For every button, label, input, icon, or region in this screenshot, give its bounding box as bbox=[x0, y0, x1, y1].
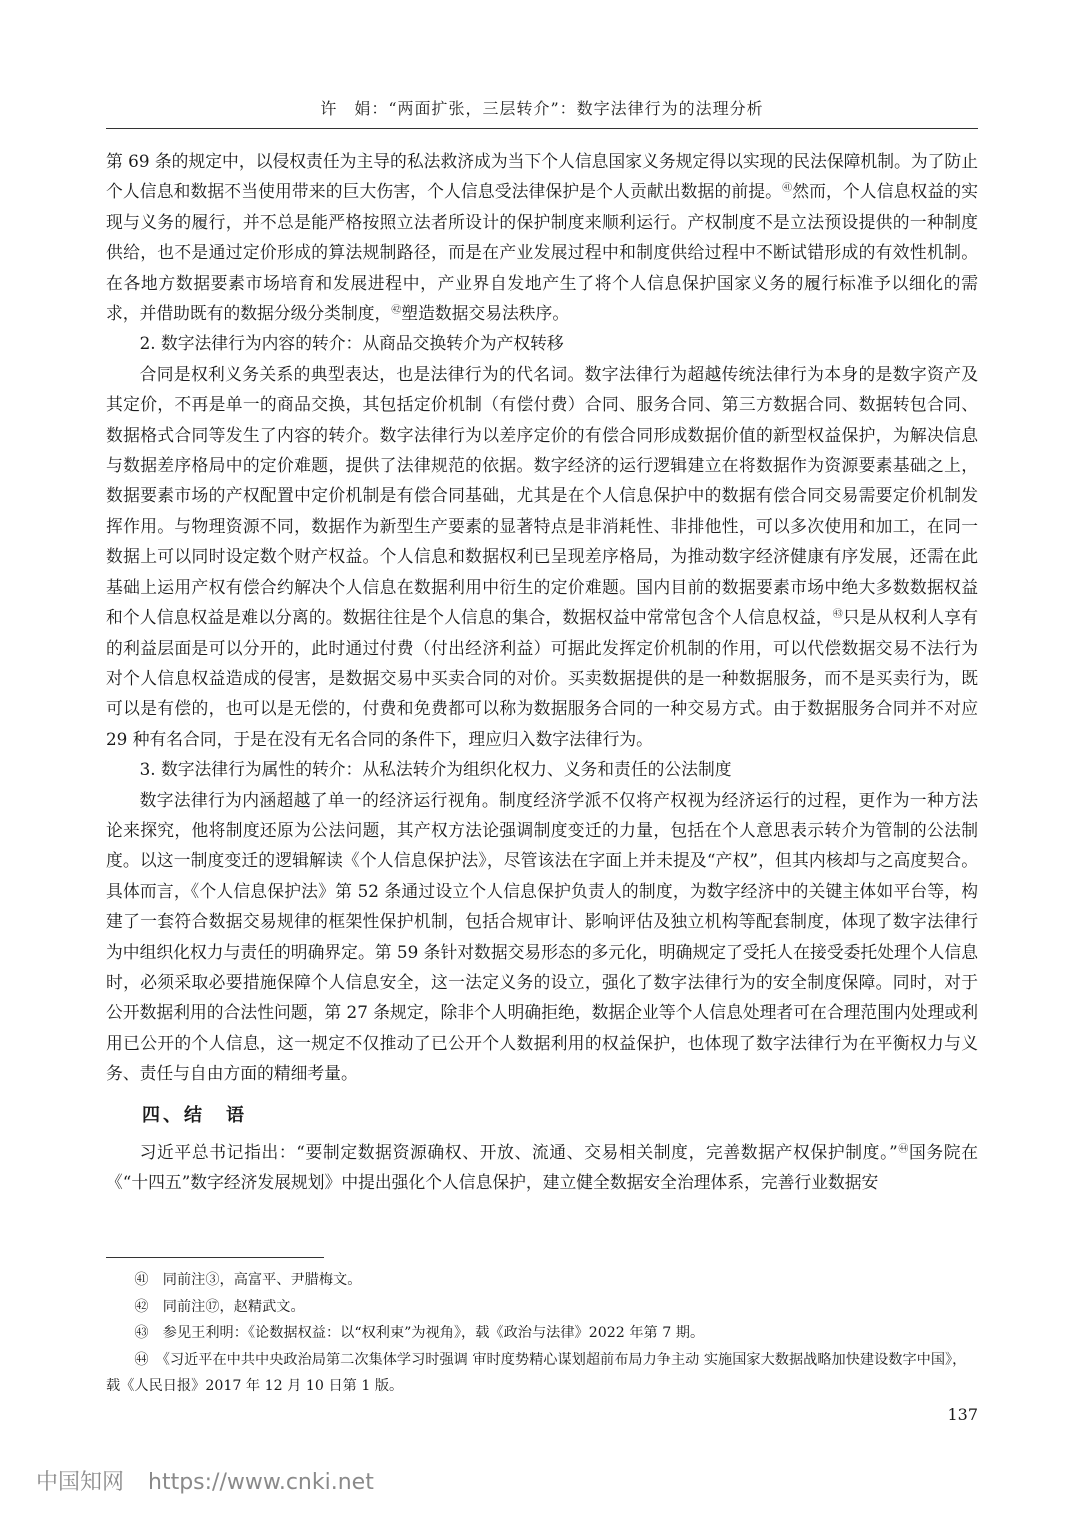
paragraph bbox=[106, 785, 978, 1089]
footnote-text: 参见王利明：《论数据权益：以“权利束”为视角》，载《政治与法律》2022 年第 7 期。 bbox=[162, 1325, 705, 1341]
article-body bbox=[106, 146, 978, 1197]
watermark-brand: 中国知网 bbox=[36, 1470, 125, 1495]
running-header: 许 娟：“两面扩张，三层转介”：数字法律行为的法理分析 bbox=[320, 99, 764, 118]
paragraph-text: 然而，个人信息权益的实现与义务的履行，并不总是能严格按照立法者所设计的保护制度来顺利运行。产权制度不是立法预设提供的一种制度供给，也不是通过定价形成的算法规制路径，而是在产业发展过程中和制度供给过程中不断试错形成的有效性机制。在各地方数据要素市场培育和发展进程中，产业界自发地产生了将个人信息保护国家义务的履行标准予以细化的需求，并借助既有的数据分级分类制度， bbox=[106, 181, 978, 324]
footnote-41 bbox=[106, 1267, 978, 1294]
footnote-43 bbox=[106, 1320, 978, 1347]
footnote-44 bbox=[106, 1347, 978, 1400]
footnote-mark: ㊶ bbox=[134, 1272, 149, 1288]
paragraph bbox=[106, 1137, 978, 1198]
paragraph bbox=[106, 359, 978, 754]
header-rule bbox=[106, 128, 978, 129]
paragraph-text: 只是从权利人享有的利益层面是可以分开的，此时通过付费（付出经济利益）可据此发挥定价机制的作用，可以代偿数据交易不法行为对个人信息权益造成的侵害，是数据交易中买卖合同的对价。买卖数据提供的是一种数据服务，而不是买卖行为，既可以是有偿的，也可以是无偿的，付费和免费都可以称为数据服务合同的一种交易方式。由于数据服务合同并不对应 29 种有名合同，于是在没有无名合同的条件下，理应归入数字法律行为。 bbox=[106, 607, 978, 749]
paragraph-text: 塑造数据交易法秩序。 bbox=[401, 303, 570, 324]
footnote-mark: ㊷ bbox=[134, 1298, 149, 1315]
footnote-ref-41[interactable]: ㊶ bbox=[782, 183, 793, 195]
subheading-2: 2. 数字法律行为内容的转介：从商品交换转介为产权转移 bbox=[139, 333, 564, 354]
footnote-text: 同前注⑰，赵精武文。 bbox=[162, 1298, 305, 1315]
paragraph-text: 第 69 条的规定中，以侵权责任为主导的私法救济成为当下个人信息国家义务规定得以实现的民法保障机制。为了防止个人信息和数据不当使用带来的巨大伤害，个人信息受法律保护是个人贡献出数据的前提。 bbox=[106, 151, 978, 202]
paragraph-text: 习近平总书记指出：“要制定数据资源确权、开放、流通、交易相关制度，完善数据产权保护制度。” bbox=[139, 1141, 898, 1162]
paragraph-text: 数字法律行为内涵超越了单一的经济运行视角。制度经济学派不仅将产权视为经济运行的过程，更作为一种方法论来探究，他将制度还原为公法问题，其产权方法论强调制度变迁的力量，包括在个人意思表示转介为管制的公法制度。以这一制度变迁的逻辑解读《个人信息保护法》，尽管该法在字面上并未提及“产权”，但其内核却与之高度契合。具体而言，《个人信息保护法》第 52 条通过设立个人信息保护负责人的制度，为数字经济中的关键主体如平台等，构建了一套符合数据交易规律的框架性保护机制，包括合规审计、影响评估及独立机构等配套制度，体现了数字法律行为中组织化权力与责任的明确界定。第 59 条针对数据交易形态的多元化，明确规定了受托人在接受委托处理个人信息时，必须采取必要措施保障个人信息安全，这一法定义务的设立，强化了数字法律行为的安全制度保障。同时，对于公开数据利用的合法性问题，第 27 条规定，除非个人明确拒绝，数据企业等个人信息处理者可在合理范围内处理或利用已公开的个人信息，这一规定不仅推动了已公开个人数据利用的权益保护，也体现了数字法律行为在平衡权力与义务、责任与自由方面的精细考量。 bbox=[106, 789, 978, 1084]
footnotes bbox=[106, 1267, 978, 1400]
footnote-ref-43[interactable]: ㊸ bbox=[832, 609, 843, 621]
paragraph-text: 国务院在《“十四五”数字经济发展规划》中提出强化个人信息保护，建立健全数据安全治理体系，完善行业数据安 bbox=[106, 1141, 978, 1192]
paragraph-continued bbox=[106, 146, 978, 328]
footnote-text: 《习近平在中共中央政治局第二次集体学习时强调 审时度势精心谋划超前布局力争主动 实施国家大数据战略加快建设数字中国》，载《人民日报》2017 年 12 月 10 日第 1 版。 bbox=[106, 1351, 967, 1394]
page-number: 137 bbox=[947, 1405, 978, 1424]
footnote-mark: ㊸ bbox=[134, 1325, 149, 1341]
footnote-mark: ㊹ bbox=[134, 1351, 149, 1368]
watermark-url[interactable]: https://www.cnki.net bbox=[148, 1470, 374, 1495]
cnki-watermark bbox=[36, 1465, 374, 1496]
footnote-rule bbox=[106, 1257, 324, 1258]
paragraph-text: 合同是权利义务关系的典型表达，也是法律行为的代名词。数字法律行为超越传统法律行为本身的是数字资产及其定价，不再是单一的商品交换，其包括定价机制（有偿付费）合同、服务合同、第三方数据合同、数据转包合同、数据格式合同等发生了内容的转介。数字法律行为以差序定价的有偿合同形成数据价值的新型权益保护，为解决信息与数据差序格局中的定价难题，提供了法律规范的依据。数字经济的运行逻辑建立在将数据作为资源要素基础之上，数据要素市场的产权配置中定价机制是有偿合同基础，尤其是在个人信息保护中的数据有偿合同交易需要定价机制发挥作用。与物理资源不同，数据作为新型生产要素的显著特点是非消耗性、非排他性，可以多次使用和加工，在同一数据上可以同时设定数个财产权益。个人信息和数据权利已呈现差序格局，为推动数字经济健康有序发展，还需在此基础上运用产权有偿合约解决个人信息在数据利用中衍生的定价难题。国内目前的数据要素市场中绝大多数数据权益和个人信息权益是难以分离的。数据往往是个人信息的集合，数据权益中常常包含个人信息权益， bbox=[106, 363, 978, 628]
subheading-3: 3. 数字法律行为属性的转介：从私法转介为组织化权力、义务和责任的公法制度 bbox=[139, 759, 732, 780]
section-heading: 四、结 语 bbox=[142, 1104, 247, 1126]
footnote-text: 同前注③，高富平、尹腊梅文。 bbox=[162, 1272, 362, 1288]
footnote-ref-44[interactable]: ㊹ bbox=[897, 1143, 909, 1155]
footnote-ref-42[interactable]: ㊷ bbox=[391, 305, 402, 317]
footnote-42 bbox=[106, 1294, 978, 1321]
